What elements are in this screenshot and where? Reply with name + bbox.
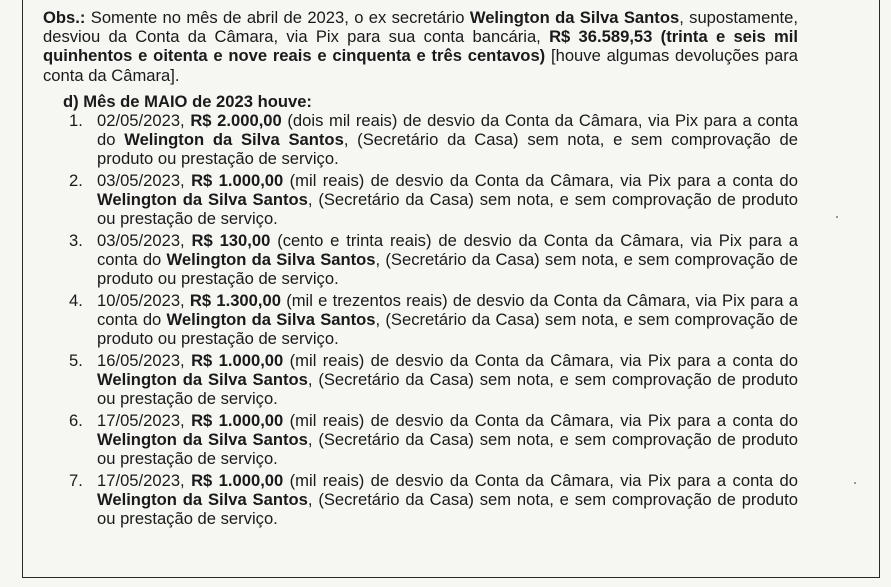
section-heading: d) Mês de MAIO de 2023 houve: <box>63 91 312 111</box>
item-rest: , (Secretário da Casa) sem nota, e sem comprovação de produto ou prestação de serviço. <box>97 310 798 349</box>
item-person-name: Welington da Silva Santos <box>97 370 308 390</box>
item-date: 17/05/2023, <box>97 411 192 431</box>
list-item <box>43 171 798 229</box>
item-description: (mil reais) de desvio da Conta da Câmara, via Pix para a conta do <box>283 411 798 431</box>
item-rest: , (Secretário da Casa) sem nota, e sem comprovação de produto ou prestação de serviço. <box>97 250 798 289</box>
obs-text-3: [houve algumas devoluções para conta da Câmara]. <box>43 46 798 85</box>
item-date: 10/05/2023, <box>97 291 190 311</box>
item-date: 03/05/2023, <box>97 171 192 191</box>
item-amount: R$ 1.300,00 <box>189 291 281 311</box>
item-amount: R$ 1.000,00 <box>191 471 284 491</box>
item-description: (mil reais) de desvio da Conta da Câmara, via Pix para a conta do <box>283 171 798 191</box>
item-description: (dois mil reais) de desvio da Conta da Câmara, via Pix para a conta do <box>97 111 798 150</box>
item-number: 3. <box>69 231 83 251</box>
item-amount: R$ 2.000,00 <box>190 111 282 131</box>
list-item <box>43 111 798 169</box>
item-number: 5. <box>69 351 83 371</box>
item-number: 6. <box>69 411 83 431</box>
observation-paragraph <box>43 8 798 85</box>
transfer-list <box>43 111 798 529</box>
item-rest: , (Secretário da Casa) sem nota, e sem comprovação de produto ou prestação de serviço. <box>97 130 798 169</box>
item-rest: , (Secretário da Casa) sem nota, e sem comprovação de produto ou prestação de serviço. <box>97 190 798 229</box>
item-date: 02/05/2023, <box>97 111 191 131</box>
scan-speck <box>854 482 856 484</box>
item-person-name: Welington da Silva Santos <box>124 130 344 150</box>
item-rest: , (Secretário da Casa) sem nota, e sem comprovação de produto ou prestação de serviço. <box>97 430 798 469</box>
item-person-name: Welington da Silva Santos <box>166 250 376 270</box>
obs-text-2: , supostamente, desviou da Conta da Câmara, via Pix para sua conta bancária, <box>43 8 799 47</box>
item-amount: R$ 1.000,00 <box>191 411 284 431</box>
list-item <box>43 411 798 469</box>
item-description: (cento e trinta reais) de desvio da Conta da Câmara, via Pix para a conta do <box>97 231 798 270</box>
item-date: 17/05/2023, <box>97 471 192 491</box>
obs-label: Obs.: <box>43 8 86 27</box>
item-rest: , (Secretário da Casa) sem nota, e sem comprovação de produto ou prestação de serviço. <box>97 370 798 409</box>
item-person-name: Welington da Silva Santos <box>166 310 376 330</box>
item-number: 1. <box>69 111 83 131</box>
item-description: (mil e trezentos reais) de desvio da Conta da Câmara, via Pix para a conta do <box>97 291 798 330</box>
item-person-name: Welington da Silva Santos <box>97 190 308 210</box>
list-item <box>43 231 798 289</box>
scan-speck <box>836 216 838 218</box>
obs-amount-words: (trinta e seis mil quinhentos e oitenta e nove reais e cinquenta e três centavos) <box>43 27 798 66</box>
list-item <box>43 471 798 529</box>
list-item <box>43 291 798 349</box>
item-number: 7. <box>69 471 83 491</box>
obs-amount: R$ 36.589,53 <box>549 27 653 47</box>
item-rest: , (Secretário da Casa) sem nota, e sem comprovação de produto ou prestação de serviço. <box>97 490 798 529</box>
item-amount: R$ 1.000,00 <box>191 351 284 371</box>
obs-person-name: Welington da Silva Santos <box>469 8 680 27</box>
item-person-name: Welington da Silva Santos <box>97 430 308 450</box>
obs-text-1: Somente no mês de abril de 2023, o ex secretário <box>85 8 470 27</box>
document-body <box>43 8 798 531</box>
item-date: 16/05/2023, <box>97 351 192 371</box>
item-number: 4. <box>69 291 83 311</box>
item-amount: R$ 1.000,00 <box>191 171 284 191</box>
item-description: (mil reais) de desvio da Conta da Câmara, via Pix para a conta do <box>283 471 798 491</box>
item-person-name: Welington da Silva Santos <box>97 490 308 510</box>
item-number: 2. <box>69 171 83 191</box>
item-date: 03/05/2023, <box>97 231 192 251</box>
item-description: (mil reais) de desvio da Conta da Câmara, via Pix para a conta do <box>283 351 798 371</box>
item-amount: R$ 130,00 <box>191 231 271 251</box>
list-item <box>43 351 798 409</box>
